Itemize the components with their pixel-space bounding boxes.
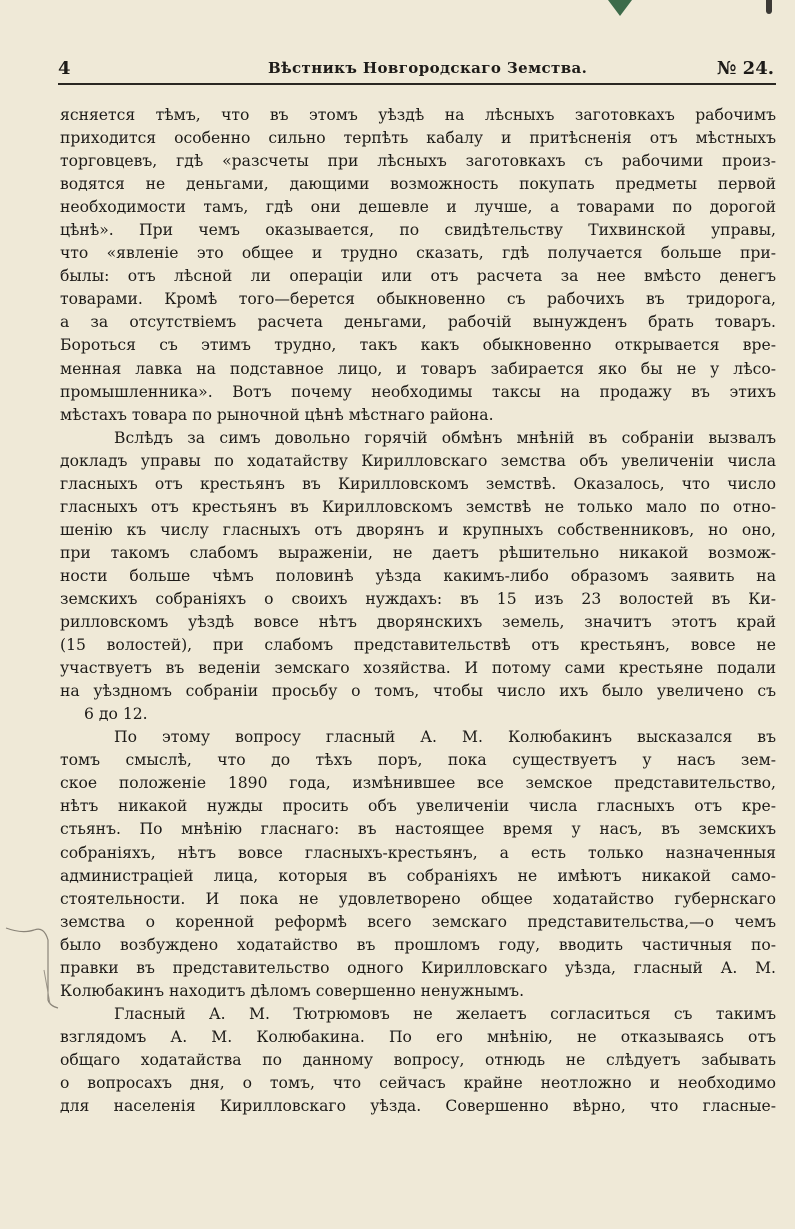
text-line: собраніяхъ, нѣтъ вовсе гласныхъ-крестьянъ, а есть только назначенныя [60, 843, 776, 862]
text-line: товарами. Кромѣ того—берется обыкновенно съ рабочихъ въ тридорога, [60, 290, 776, 309]
text-line: ское положеніе 1890 года, измѣнившее все земское представительство, [60, 774, 776, 793]
text-line: на уѣздномъ собраніи просьбу о томъ, чтобы число ихъ было увеличено съ [60, 682, 776, 701]
text-line: ясняется тѣмъ, что въ этомъ уѣздѣ на лѣсныхъ заготовкахъ рабочимъ [60, 106, 776, 124]
text-line: рилловскомъ уѣздѣ вовсе нѣтъ дворянскихъ земель, значитъ этотъ край [60, 613, 776, 632]
running-head [58, 58, 774, 82]
article-body [60, 104, 776, 1118]
text-line: земскихъ собраніяхъ о своихъ нуждахъ: въ 15 изъ 23 волостей въ Ки- [60, 589, 776, 608]
text-line: мѣстахъ товара по рыночной цѣнѣ мѣстнаго района. [60, 405, 494, 424]
text-line: ности больше чѣмъ половинѣ уѣзда какимъ-либо образомъ заявить на [60, 566, 776, 585]
text-line: участвуетъ въ веденіи земскаго хозяйства. И потому сами крестьяне подали [60, 659, 776, 678]
text-line: шенію къ числу гласныхъ отъ дворянъ и крупныхъ собственниковъ, но оно, [60, 520, 776, 539]
text-line: при такомъ слабомъ выраженіи, не даетъ рѣшительно никакой возмож- [60, 543, 776, 562]
page-number: 4 [58, 58, 71, 79]
text-line: общаго ходатайства по данному вопросу, отнюдь не слѣдуетъ забывать [60, 1050, 776, 1069]
journal-title: Вѣстникъ Новгородскаго Земства. [268, 59, 588, 77]
text-line: о вопросахъ дня, о томъ, что сейчасъ крайне неотложно и необходимо [60, 1073, 776, 1092]
text-line: что «явленіе это общее и трудно сказать, гдѣ получается больше при- [60, 244, 776, 263]
text-line: докладъ управы по ходатайству Кирилловскаго земства объ увеличеніи числа [60, 451, 776, 470]
text-line: томъ смыслѣ, что до тѣхъ поръ, пока существуетъ у насъ зем- [60, 751, 776, 770]
text-line: земства о коренной реформѣ всего земскаго представительства,—о чемъ [60, 912, 776, 931]
text-line: приходится особенно сильно терпѣть кабалу и притѣсненія отъ мѣстныхъ [60, 129, 776, 148]
text-line: правки въ представительство одного Кирилловскаго уѣзда, гласный А. М. [60, 958, 776, 977]
text-line: промышленника». Вотъ почему необходимы таксы на продажу въ этихъ [60, 382, 776, 401]
text-line: гласныхъ отъ крестьянъ въ Кирилловскомъ земствѣ не только мало по отно- [60, 497, 776, 516]
text-line: торговцевъ, гдѣ «разсчеты при лѣсныхъ заготовкахъ съ рабочими произ- [60, 152, 776, 171]
text-line: стьянъ. По мнѣнію гласнаго: въ настоящее время у насъ, въ земскихъ [60, 820, 776, 839]
issue-number: № 24. [716, 58, 774, 79]
text-line: необходимости тамъ, гдѣ они дешевле и лучше, а товарами по дорогой [60, 198, 776, 217]
text-line: администраціей лица, которыя въ собраніяхъ не имѣютъ никакой само- [60, 866, 776, 885]
text-line: было возбуждено ходатайство въ прошломъ году, вводить частичныя по- [60, 935, 776, 954]
text-line: цѣнѣ». При чемъ оказывается, по свидѣтельству Тихвинской управы, [60, 221, 776, 240]
text-line: менная лавка на подставное лицо, и товаръ забирается яко бы не у лѣсо- [60, 359, 776, 378]
text-line: гласныхъ отъ крестьянъ въ Кирилловскомъ земствѣ. Оказалось, что число [60, 474, 776, 493]
text-line: стоятельности. И пока не удовлетворено общее ходатайство губернскаго [60, 889, 776, 908]
text-line: нѣтъ никакой нужды просить объ увеличеніи числа гласныхъ отъ кре- [60, 797, 776, 816]
text-line: Колюбакинъ находитъ дѣломъ совершенно ненужнымъ. [60, 981, 525, 1000]
page-edge-mark-icon [766, 0, 772, 14]
text-line: а за отсутствіемъ расчета деньгами, рабочій вынужденъ брать товаръ. [60, 313, 776, 332]
text-line: (15 волостей), при слабомъ представительствѣ отъ крестьянъ, вовсе не [60, 636, 776, 655]
text-line: 6 до 12. [84, 705, 148, 724]
text-line: для населенія Кирилловскаго уѣзда. Совершенно вѣрно, что гласные- [60, 1097, 776, 1116]
ink-blot-icon [606, 0, 634, 18]
text-line: взглядомъ А. М. Колюбакина. По его мнѣнію, не отказываясь отъ [60, 1027, 776, 1046]
text-line: Гласный А. М. Тютрюмовъ не желаетъ согласиться съ такимъ [114, 1004, 776, 1023]
text-line: Бороться съ этимъ трудно, такъ какъ обыкновенно открывается вре- [60, 336, 776, 355]
text-line: былы: отъ лѣсной ли операціи или отъ расчета за нее вмѣсто денегъ [60, 267, 776, 286]
text-line: водятся не деньгами, дающими возможность покупать предметы первой [60, 175, 776, 194]
text-line: Вслѣдъ за симъ довольно горячій обмѣнъ мнѣній въ собраніи вызвалъ [114, 428, 776, 447]
text-line: По этому вопросу гласный А. М. Колюбакинъ высказался въ [114, 728, 776, 747]
header-rule [58, 83, 776, 85]
